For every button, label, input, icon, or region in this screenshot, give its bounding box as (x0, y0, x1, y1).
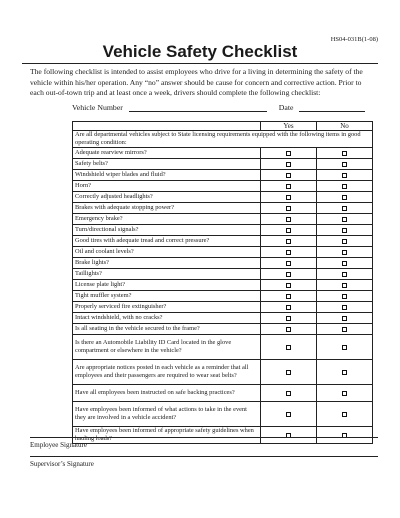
form-code: HS04-031B(1-08) (330, 36, 378, 43)
table-intro-row (73, 131, 373, 148)
no-cell (317, 159, 373, 169)
table-row (73, 214, 373, 225)
yes-cell (261, 247, 317, 257)
table-row (73, 280, 373, 291)
yes-cell (261, 313, 317, 323)
employee-signature-label: Employee Signature (30, 441, 87, 449)
no-cell (317, 247, 373, 257)
no-checkbox[interactable] (342, 272, 347, 277)
table-row (73, 236, 373, 247)
yes-cell (261, 258, 317, 268)
yes-cell (261, 360, 317, 384)
no-checkbox[interactable] (342, 412, 347, 417)
question-text: Have employees been informed of appropriate safety guidelines when hauling loads? (73, 427, 261, 443)
no-cell (317, 335, 373, 359)
no-cell (317, 203, 373, 213)
table-row (73, 159, 373, 170)
no-checkbox[interactable] (342, 305, 347, 310)
date-field[interactable] (299, 103, 365, 112)
yes-checkbox[interactable] (286, 184, 291, 189)
question-text: Brakes with adequate stopping power? (73, 203, 261, 213)
question-text: Safety belts? (73, 159, 261, 169)
question-text: Is all seating in the vehicle secured to the frame? (73, 324, 261, 334)
checklist-table (72, 121, 373, 444)
yes-checkbox[interactable] (286, 391, 291, 396)
no-cell (317, 236, 373, 246)
no-cell (317, 192, 373, 202)
yes-checkbox[interactable] (286, 173, 291, 178)
yes-cell (261, 203, 317, 213)
vehicle-info-row (72, 103, 372, 112)
no-checkbox[interactable] (342, 316, 347, 321)
yes-checkbox[interactable] (286, 294, 291, 299)
yes-cell (261, 181, 317, 191)
no-checkbox[interactable] (342, 261, 347, 266)
question-text: Horn? (73, 181, 261, 191)
table-row (73, 269, 373, 280)
question-text: Windshield wiper blades and fluid? (73, 170, 261, 180)
no-cell (317, 170, 373, 180)
yes-cell (261, 159, 317, 169)
question-text: Have employees been informed of what actions to take in the event they are involved in a vehicle accident? (73, 402, 261, 426)
yes-checkbox[interactable] (286, 239, 291, 244)
yes-checkbox[interactable] (286, 228, 291, 233)
yes-cell (261, 148, 317, 158)
yes-checkbox[interactable] (286, 217, 291, 222)
table-row (73, 247, 373, 258)
no-checkbox[interactable] (342, 217, 347, 222)
yes-cell (261, 302, 317, 312)
table-row (73, 385, 373, 402)
supervisor-signature-line[interactable] (30, 456, 378, 468)
table-row (73, 360, 373, 385)
yes-checkbox[interactable] (286, 151, 291, 156)
no-cell (317, 324, 373, 334)
no-checkbox[interactable] (342, 206, 347, 211)
table-row (73, 402, 373, 427)
yes-cell (261, 385, 317, 401)
yes-cell (261, 324, 317, 334)
no-cell (317, 214, 373, 224)
question-text: Correctly adjusted headlights? (73, 192, 261, 202)
yes-checkbox[interactable] (286, 305, 291, 310)
table-row (73, 181, 373, 192)
yes-cell (261, 402, 317, 426)
yes-cell (261, 280, 317, 290)
no-checkbox[interactable] (342, 294, 347, 299)
question-text: Turn/directional signals? (73, 225, 261, 235)
no-cell (317, 269, 373, 279)
question-text: Emergency brake? (73, 214, 261, 224)
table-row (73, 335, 373, 360)
no-checkbox[interactable] (342, 151, 347, 156)
no-cell (317, 291, 373, 301)
no-checkbox[interactable] (342, 184, 347, 189)
no-checkbox[interactable] (342, 228, 347, 233)
question-text: Oil and coolant levels? (73, 247, 261, 257)
question-text: Good tires with adequate tread and correct pressure? (73, 236, 261, 246)
header-yes: Yes (261, 122, 317, 130)
question-text: Adequate rearview mirrors? (73, 148, 261, 158)
no-cell (317, 313, 373, 323)
yes-checkbox[interactable] (286, 316, 291, 321)
table-row (73, 258, 373, 269)
yes-checkbox[interactable] (286, 412, 291, 417)
question-text: Intact windshield, with no cracks? (73, 313, 261, 323)
no-cell (317, 181, 373, 191)
no-checkbox[interactable] (342, 173, 347, 178)
title-divider (22, 63, 378, 64)
no-checkbox[interactable] (342, 239, 347, 244)
intro-paragraph: The following checklist is intended to assist employees who drive for a living in determining the safety of the vehicle within his/her operation. Any “no” answer should be cause for concern and corrective action. Prior to each out-of-town trip and at least once a week, drivers should complete the following checklist: (30, 67, 363, 97)
table-header-row (73, 122, 373, 131)
no-cell (317, 360, 373, 384)
yes-cell (261, 335, 317, 359)
question-text: Properly serviced fire extinguisher? (73, 302, 261, 312)
page-title: Vehicle Safety Checklist (102, 42, 298, 61)
no-checkbox[interactable] (342, 250, 347, 255)
no-cell (317, 225, 373, 235)
yes-cell (261, 225, 317, 235)
no-cell (317, 148, 373, 158)
no-checkbox[interactable] (342, 345, 347, 350)
table-row (73, 148, 373, 159)
no-checkbox[interactable] (342, 327, 347, 332)
yes-cell (261, 269, 317, 279)
yes-checkbox[interactable] (286, 370, 291, 375)
vehicle-number-label: Vehicle Number (72, 103, 123, 112)
table-row (73, 192, 373, 203)
no-checkbox[interactable] (342, 195, 347, 200)
table-row (73, 225, 373, 236)
table-row (73, 302, 373, 313)
header-no: No (317, 122, 373, 130)
yes-cell (261, 192, 317, 202)
yes-checkbox[interactable] (286, 345, 291, 350)
yes-cell (261, 236, 317, 246)
yes-cell (261, 170, 317, 180)
header-question-cell (73, 122, 261, 130)
table-row (73, 324, 373, 335)
no-cell (317, 302, 373, 312)
question-text: Are appropriate notices posted in each vehicle as a reminder that all employees and their passengers are required to wear seat belts? (73, 360, 261, 384)
no-cell (317, 280, 373, 290)
yes-checkbox[interactable] (286, 250, 291, 255)
yes-checkbox[interactable] (286, 261, 291, 266)
question-text: Taillights? (73, 269, 261, 279)
no-checkbox[interactable] (342, 162, 347, 167)
yes-checkbox[interactable] (286, 206, 291, 211)
yes-cell (261, 214, 317, 224)
date-label: Date (278, 103, 294, 112)
no-cell (317, 402, 373, 426)
question-text: Brake lights? (73, 258, 261, 268)
table-row (73, 170, 373, 181)
table-row (73, 291, 373, 302)
yes-checkbox[interactable] (286, 327, 291, 332)
yes-checkbox[interactable] (286, 162, 291, 167)
yes-cell (261, 291, 317, 301)
table-row (73, 203, 373, 214)
question-text: Have all employees been instructed on safe backing practices? (73, 385, 261, 401)
yes-checkbox[interactable] (286, 283, 291, 288)
supervisor-signature-label: Supervisor’s Signature (30, 460, 94, 468)
vehicle-number-field[interactable] (129, 103, 267, 112)
employee-signature-line[interactable] (30, 437, 378, 449)
table-intro-text: Are all departmental vehicles subject to State licensing requirements equipped with the following items in good operating condition: (73, 131, 373, 147)
table-row (73, 313, 373, 324)
no-cell (317, 258, 373, 268)
no-checkbox[interactable] (342, 370, 347, 375)
no-checkbox[interactable] (342, 283, 347, 288)
question-text: Tight muffler system? (73, 291, 261, 301)
no-cell (317, 385, 373, 401)
no-checkbox[interactable] (342, 391, 347, 396)
yes-checkbox[interactable] (286, 195, 291, 200)
yes-checkbox[interactable] (286, 272, 291, 277)
question-text: License plate light? (73, 280, 261, 290)
question-text: Is there an Automobile Liability ID Card located in the glove compartment or elsewhere in the vehicle? (73, 335, 261, 359)
